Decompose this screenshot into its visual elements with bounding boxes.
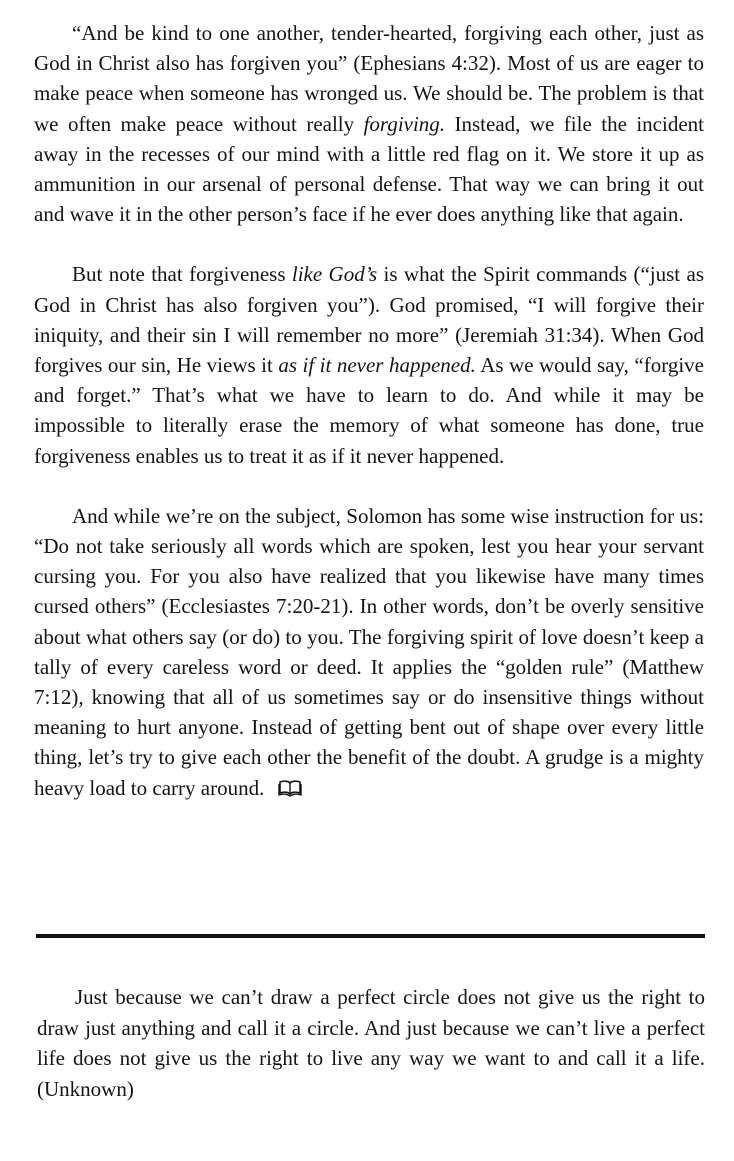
closing-quote: Just because we can’t draw a perfect circle does not give us the right to draw just anything and call it a circle. And just because we can’t live a perfect life does not give us the right to live any way we want to and call it a life. (Unknown) [37,985,705,1101]
paragraph-2-text-middle: is what the Spirit commands (“just as God in Christ has also forgiven you”). God promised, “I will forgive their iniquity, and their sin I will remember no more” (Jeremiah 31:34). When God forgives our sin, He views it [34,262,704,378]
paragraph-3-text: And while we’re on the subject, Solomon has some wise instruction for us: “Do not take seriously all words which are spoken, lest you hear your servant cursing you. For you also have realized that you likewise have many times cursed others” (Ecclesiastes 7:20-21). In other words, don’t be overly sensitive about what others say (or do) to you. The forgiving spirit of love doesn’t keep a tally of every careless word or deed. It applies the “golden rule” (Matthew 7:12), knowing that all of us sometimes say or do insensitive things without meaning to hurt anyone. Instead of getting bent out of shape over every little thing, let’s try to give each other the benefit of the doubt. A grudge is a mighty heavy load to carry around. [34,503,704,800]
paragraph-2-emphasis-2: as if it never happened. [278,353,476,378]
paragraph-2-text-end: As we would say, “forgive and forget.” That’s what we have to learn to do. And while it may be impossible to literally erase the memory of what someone has done, true forgiveness enables us to treat it as if it never happened. [34,353,704,468]
open-book-icon [278,779,302,797]
paragraph-2-text: But note that forgiveness [72,262,292,287]
paragraph-1-emphasis: forgiving. [363,111,446,136]
article [34,18,704,803]
paragraph-1-text: “And be kind to one another, tender-hearted, forgiving each other, just as God in Christ also has forgiven you” (Ephesians 4:32). Most of us are eager to make peace when someone has wronged us. We should be. The problem is that we often make peace without really [34,21,704,136]
paragraph-1 [34,18,704,229]
paragraph-3 [34,501,704,803]
section-divider [36,934,705,938]
paragraph-2 [34,259,704,470]
paragraph-2-emphasis-1: like God’s [291,262,378,287]
paragraph-1-text-end: Instead, we file the incident away in the recesses of our mind with a little red flag on it. We store it up as ammunition in our arsenal of personal defense. That way we can bring it out and wave it in the other person’s face if he ever does anything like that again. [34,111,704,227]
